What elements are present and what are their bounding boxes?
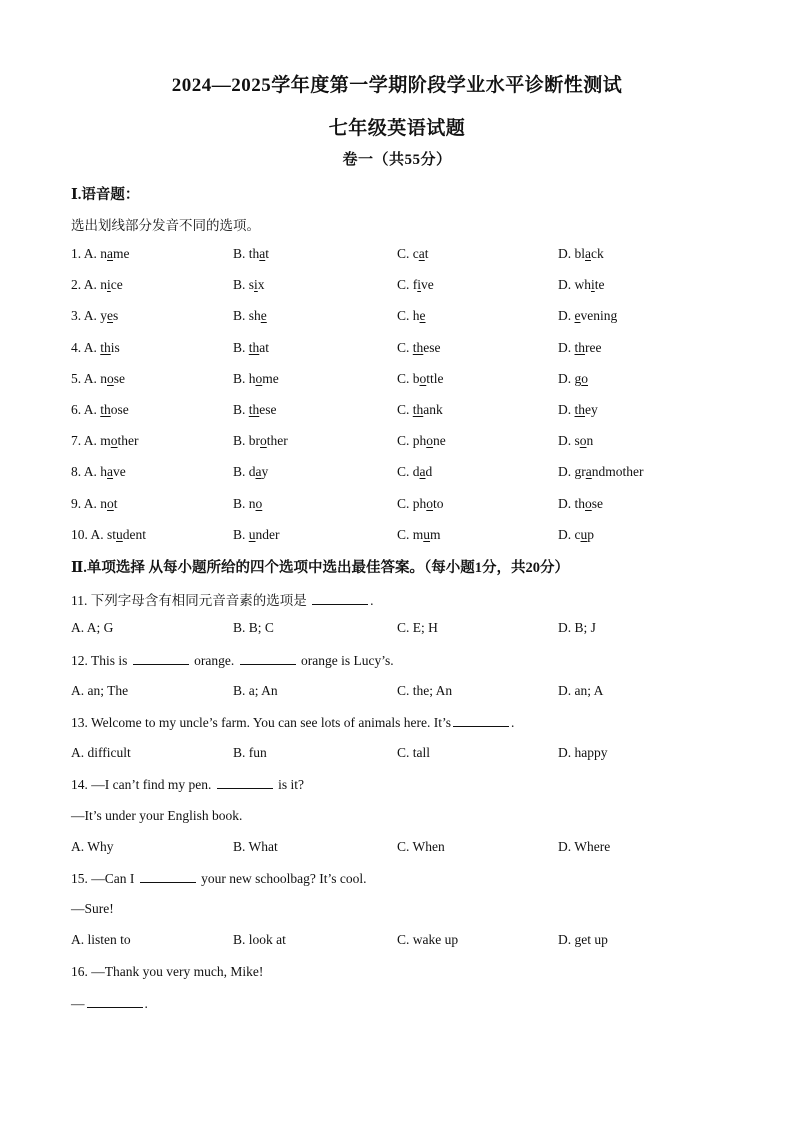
q9-option-d	[558, 496, 603, 512]
q15-option-a: A. listen to	[71, 932, 131, 947]
word-prefix: D. c	[558, 526, 581, 542]
word-suffix: me	[113, 246, 130, 261]
question-number: 10. A.	[71, 526, 108, 542]
word-suffix: ose	[110, 402, 129, 417]
word-suffix: ne	[433, 433, 446, 449]
answer-blank	[453, 714, 509, 727]
underlined-letters: e	[107, 308, 114, 324]
question-number: 4. A.	[71, 339, 101, 355]
underlined-letters: o	[579, 433, 587, 449]
q15-option-b: B. look at	[233, 932, 286, 947]
q13-option-b: B. fun	[233, 745, 267, 760]
word-prefix: D. gr	[558, 464, 586, 480]
question-16-stem: 16. —Thank you very much, Mike!	[71, 964, 264, 979]
underlined-letters: th	[574, 402, 586, 417]
q10-option-c	[397, 527, 441, 543]
answer-blank	[240, 652, 296, 665]
q15-option-d: D. get up	[558, 932, 608, 947]
q6-option-c	[397, 402, 443, 418]
paper-label: 卷一（共55分）	[342, 152, 452, 168]
q13-end: .	[510, 715, 515, 730]
answer-blank	[87, 995, 143, 1008]
underlined-letters: th	[100, 402, 111, 417]
underlined-letters: o	[260, 433, 267, 449]
underlined-letters: u	[423, 526, 431, 542]
word-prefix: B. sh	[233, 308, 261, 324]
underlined-letters: th	[248, 339, 260, 355]
word-prefix: C. h	[397, 308, 420, 324]
word-prefix: D.	[558, 308, 575, 324]
answer-blank	[140, 870, 196, 883]
word-suffix: at	[259, 339, 270, 355]
word-suffix: ey	[585, 402, 598, 417]
question-13-stem	[71, 714, 514, 731]
underlined-letters: u	[116, 526, 123, 542]
word-prefix: C. b	[397, 370, 420, 386]
q12-option-a: A. an; The	[71, 683, 129, 698]
underlined-letters: u	[248, 526, 256, 542]
underlined-letters: i	[254, 277, 258, 293]
word-suffix: d	[425, 464, 433, 480]
word-suffix: te	[594, 277, 605, 293]
word-suffix: me	[262, 370, 279, 386]
q13-option-a: A. difficult	[71, 745, 131, 760]
q12-part3: orange is Lucy’s.	[301, 653, 394, 668]
underlined-letters: th	[412, 339, 424, 355]
word-prefix: D. s	[558, 433, 580, 449]
question-14-stem	[71, 776, 304, 793]
word-suffix: se	[113, 370, 126, 386]
word-suffix: to	[433, 495, 444, 511]
word-suffix: nder	[255, 526, 280, 542]
exam-subtitle: 七年级英语试题	[328, 118, 466, 139]
underlined-letters: a	[418, 246, 425, 261]
q13-option-c: C. tall	[397, 745, 430, 760]
q5-option-c	[397, 371, 444, 387]
q4-option-c	[397, 340, 441, 356]
q3-option-a	[71, 308, 118, 324]
q10-option-b	[233, 527, 280, 543]
underlined-letters: a	[259, 246, 266, 261]
q2-option-b	[233, 277, 265, 293]
underlined-letters: a	[107, 246, 114, 261]
q9-option-b	[233, 496, 262, 512]
q7-option-a	[71, 433, 139, 449]
word-suffix: ttle	[426, 370, 444, 386]
word-prefix: n	[100, 277, 108, 293]
question-number: 6. A.	[71, 402, 101, 417]
question-number: 9. A.	[71, 495, 101, 511]
question-number: 5. A.	[71, 370, 101, 386]
q15-part1: 15. —Can I	[71, 871, 135, 886]
word-suffix: ck	[591, 246, 604, 261]
q16-dash: —	[71, 996, 85, 1011]
word-prefix: B. h	[233, 370, 256, 386]
question-15-stem	[71, 870, 366, 887]
q1-option-b	[233, 246, 269, 262]
word-prefix: B. s	[233, 277, 255, 293]
q11-option-b: B. B; C	[233, 620, 274, 635]
q12-part1: 12. This is	[71, 653, 128, 668]
underlined-letters: o	[255, 370, 263, 386]
q10-option-a	[71, 527, 146, 543]
underlined-letters: o	[419, 370, 427, 386]
word-suffix: y	[261, 464, 269, 480]
q16-end: .	[144, 996, 148, 1011]
word-suffix: p	[587, 526, 594, 542]
word-suffix: is	[110, 339, 120, 355]
answer-blank	[217, 776, 273, 789]
word-prefix: C. ph	[397, 495, 427, 511]
q1-option-c	[397, 246, 429, 262]
word-prefix: B.	[233, 339, 249, 355]
question-number: 2. A.	[71, 277, 101, 293]
word-prefix: D.	[558, 402, 575, 417]
underlined-letters: u	[580, 526, 588, 542]
q8-option-c	[397, 464, 432, 480]
word-prefix: D. wh	[558, 277, 591, 293]
word-prefix: B. br	[233, 433, 260, 449]
q14-option-b: B. What	[233, 839, 278, 854]
word-prefix: n	[100, 370, 108, 386]
q14-part2: is it?	[278, 777, 304, 792]
word-suffix: s	[113, 308, 119, 324]
q12-option-c: C. the; An	[397, 683, 453, 698]
word-prefix: D. g	[558, 370, 582, 386]
q12-option-d: D. an; A	[558, 683, 604, 698]
word-suffix: ce	[110, 277, 123, 293]
q14-option-d: D. Where	[558, 839, 611, 854]
q15-option-c: C. wake up	[397, 932, 459, 947]
word-suffix: t	[424, 246, 429, 261]
q3-option-d	[558, 308, 617, 324]
word-prefix: n	[100, 495, 108, 511]
word-prefix: C. c	[397, 246, 419, 261]
word-prefix: C. m	[397, 526, 424, 542]
underlined-letters: o	[581, 370, 588, 386]
q11-end: .	[370, 593, 374, 608]
word-suffix: x	[257, 277, 265, 293]
answer-blank	[133, 652, 189, 665]
q4-option-b	[233, 340, 269, 356]
question-11-stem	[71, 589, 374, 609]
q8-option-a	[71, 464, 126, 480]
word-prefix: n	[100, 246, 108, 261]
underlined-letters: o	[110, 433, 118, 449]
q14-part1: 14. —I can’t find my pen.	[71, 777, 212, 792]
section2-heading: Ⅱ.单项选择 从每小题所给的四个选项中选出最佳答案。（每小题1分，共20分）	[71, 560, 569, 576]
q2-option-c	[397, 277, 434, 293]
word-suffix: ese	[259, 402, 277, 417]
q14-option-c: C. When	[397, 839, 445, 854]
q11-text: 11. 下列字母含有相同元音音素的选项是	[71, 593, 307, 608]
underlined-letters: th	[248, 402, 260, 417]
q6-option-d	[558, 402, 598, 418]
word-prefix: C.	[397, 402, 413, 417]
word-prefix: B.	[233, 402, 249, 417]
underlined-letters: th	[412, 402, 424, 417]
q7-option-c	[397, 433, 446, 449]
q9-option-c	[397, 496, 444, 512]
q2-option-a	[71, 277, 123, 293]
word-prefix: B. n	[233, 495, 256, 511]
q9-option-a	[71, 496, 118, 512]
word-suffix: ank	[423, 402, 443, 417]
underlined-letters: a	[585, 464, 592, 480]
underlined-letters: o	[426, 495, 434, 511]
q15-part2: your new schoolbag? It’s cool.	[201, 871, 367, 886]
word-prefix: B.	[233, 526, 249, 542]
word-prefix: C. f	[397, 277, 418, 293]
underlined-letters: i	[417, 277, 422, 293]
word-suffix: se	[591, 495, 603, 511]
q8-option-b	[233, 464, 268, 480]
q8-option-d	[558, 464, 644, 480]
word-prefix: D. bl	[558, 246, 585, 261]
q4-option-a	[71, 340, 120, 356]
question-14-response: —It’s under your English book.	[71, 808, 243, 823]
word-suffix: ve	[421, 277, 434, 293]
q6-option-a	[71, 402, 129, 418]
underlined-letters: e	[260, 308, 267, 324]
word-prefix: C.	[397, 339, 413, 355]
section1-instruction: 选出划线部分发音不同的选项。	[71, 218, 260, 233]
q11-option-c: C. E; H	[397, 620, 438, 635]
underlined-letters: o	[255, 495, 263, 511]
q13-text: 13. Welcome to my uncle’s farm. You can see lots of animals here. It’s	[71, 715, 451, 730]
word-suffix: vening	[580, 308, 618, 324]
underlined-letters: a	[255, 464, 262, 480]
word-prefix: y	[100, 308, 108, 324]
question-number: 3. A.	[71, 308, 101, 324]
q10-option-d	[558, 527, 594, 543]
q2-option-d	[558, 277, 605, 293]
q12-part2: orange.	[194, 653, 235, 668]
q14-option-a: A. Why	[71, 839, 114, 854]
word-suffix: ndmother	[591, 464, 644, 480]
word-suffix: t	[113, 495, 118, 511]
question-16-response	[71, 995, 148, 1012]
underlined-letters: a	[419, 464, 426, 480]
underlined-letters: i	[107, 277, 111, 293]
q7-option-d	[558, 433, 593, 449]
word-suffix: ese	[423, 339, 441, 355]
underlined-letters: o	[107, 495, 114, 511]
word-prefix: B. d	[233, 464, 256, 480]
underlined-letters: a	[107, 464, 114, 480]
question-number: 7. A.	[71, 433, 101, 449]
q1-option-a	[71, 246, 130, 262]
word-prefix: C. ph	[397, 433, 427, 449]
q11-option-a: A. A; G	[71, 620, 114, 635]
word-prefix: C. d	[397, 464, 420, 480]
word-prefix: st	[107, 526, 117, 542]
word-suffix: ree	[585, 339, 602, 355]
q12-option-b: B. a; An	[233, 683, 278, 698]
q13-option-d: D. happy	[558, 745, 608, 760]
underlined-letters: e	[419, 308, 426, 324]
question-number: 1. A.	[71, 246, 101, 261]
word-suffix: m	[430, 526, 441, 542]
word-prefix: D.	[558, 339, 575, 355]
underlined-letters: th	[100, 339, 111, 355]
q3-option-c	[397, 308, 426, 324]
exam-title: 2024—2025学年度第一学期阶段学业水平诊断性测试	[171, 75, 623, 96]
q6-option-b	[233, 402, 277, 418]
question-number: 8. A.	[71, 464, 101, 480]
word-suffix: n	[586, 433, 594, 449]
q1-option-d	[558, 246, 604, 262]
underlined-letters: o	[426, 433, 434, 449]
underlined-letters: o	[107, 370, 114, 386]
q3-option-b	[233, 308, 267, 324]
q5-option-a	[71, 371, 125, 387]
word-prefix: B. th	[233, 246, 260, 261]
q7-option-b	[233, 433, 288, 449]
word-prefix: m	[100, 433, 111, 449]
word-suffix: ther	[266, 433, 288, 449]
question-15-response: —Sure!	[71, 901, 114, 916]
underlined-letters: a	[585, 246, 591, 261]
underlined-letters: i	[591, 277, 595, 293]
q4-option-d	[558, 340, 602, 356]
q5-option-d	[558, 371, 588, 387]
underlined-letters: e	[574, 308, 581, 324]
word-suffix: t	[265, 246, 270, 261]
q11-option-d: D. B; J	[558, 620, 596, 635]
underlined-letters: th	[574, 339, 586, 355]
question-12-stem	[71, 652, 394, 669]
q5-option-b	[233, 371, 279, 387]
word-prefix: D. th	[558, 495, 585, 511]
word-suffix: ther	[117, 433, 139, 449]
underlined-letters: o	[585, 495, 592, 511]
word-prefix: h	[100, 464, 108, 480]
answer-blank	[312, 592, 368, 605]
word-suffix: ve	[113, 464, 126, 480]
section1-heading: Ⅰ.语音题：	[71, 187, 140, 203]
word-suffix: dent	[122, 526, 147, 542]
